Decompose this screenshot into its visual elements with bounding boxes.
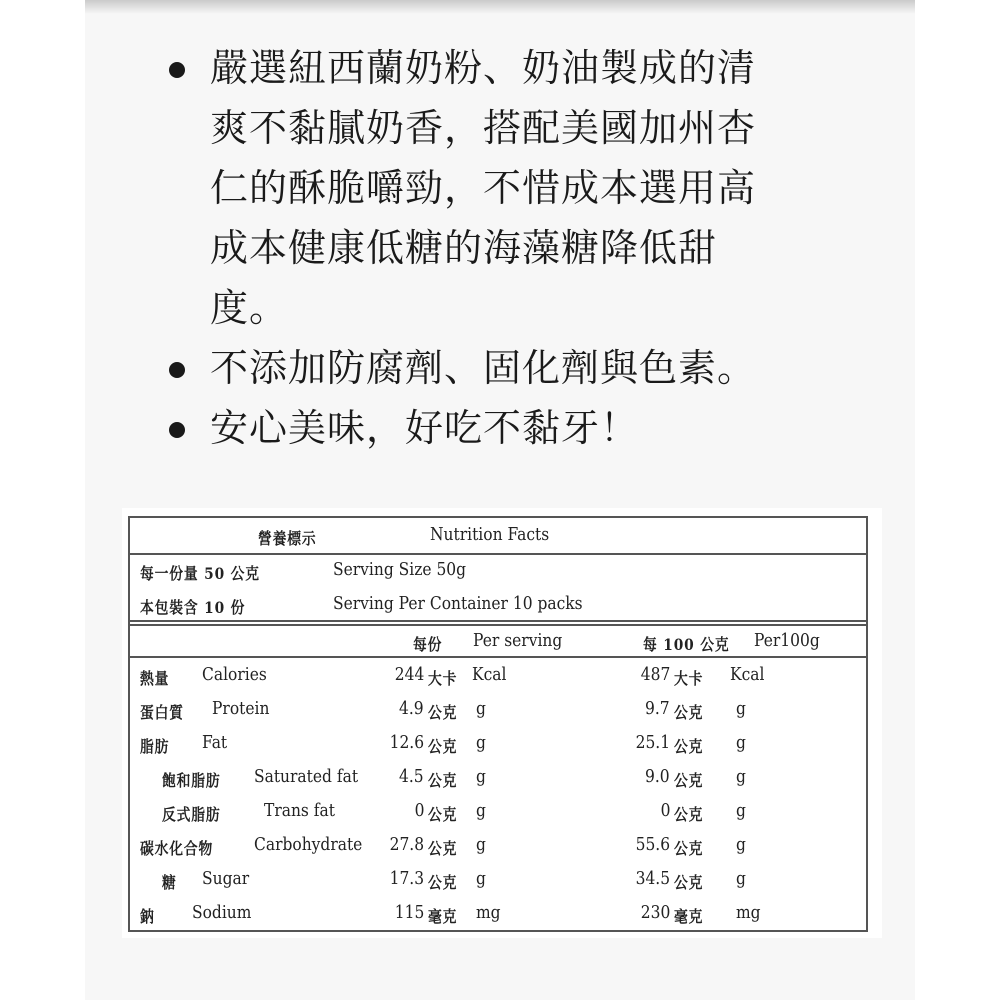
per-serving-value: 244 (394, 664, 424, 685)
servings-per-container-zh: 本包裝含 10 份 (140, 598, 246, 617)
per-serving-unit: g (476, 766, 486, 787)
per100-value: 230 (640, 902, 670, 923)
per100-value: 55.6 (635, 834, 670, 855)
per-serving-unit-zh: 毫克 (428, 907, 458, 926)
nutrition-facts-table (128, 516, 868, 932)
nutrition-title-zh: 營養標示 (258, 529, 317, 548)
per-serving-unit: g (476, 732, 486, 753)
serving-size-en: Serving Size 50g (333, 559, 467, 580)
per100-unit-zh: 大卡 (674, 669, 704, 688)
col-per-serving-en: Per serving (473, 630, 563, 651)
nutrient-name-zh: 蛋白質 (140, 703, 184, 722)
per100-unit-zh: 公克 (674, 737, 704, 756)
bullet-line: 成本健康低糖的海藻糖降低甜 (210, 226, 718, 270)
bullet-dot-icon (169, 62, 185, 78)
per-serving-unit-zh: 公克 (428, 805, 458, 824)
bullet-line: 度。 (210, 286, 289, 330)
feature-bullet (165, 38, 865, 338)
nutrient-name-en: Protein (212, 698, 270, 719)
bullet-line: 爽不黏膩奶香，搭配美國加州杏 (210, 106, 757, 150)
per-serving-unit: g (476, 800, 486, 821)
per100-unit: g (736, 732, 746, 753)
per-serving-unit: g (476, 834, 486, 855)
per-serving-unit: Kcal (472, 664, 507, 685)
per-serving-value: 27.8 (389, 834, 424, 855)
feature-bullet (165, 398, 865, 458)
per100-unit: mg (736, 902, 761, 923)
per-serving-unit: g (476, 698, 486, 719)
per100-unit: Kcal (730, 664, 765, 685)
nutrient-name-en: Sodium (192, 902, 252, 923)
per100-value: 9.7 (645, 698, 670, 719)
double-divider-top (130, 620, 866, 622)
per-serving-unit-zh: 公克 (428, 873, 458, 892)
bullet-line: 安心美味，好吃不黏牙！ (210, 406, 640, 450)
per100-unit-zh: 公克 (674, 703, 704, 722)
bullet-dot-icon (169, 362, 185, 378)
per100-unit-zh: 公克 (674, 771, 704, 790)
nutrient-name-en: Carbohydrate (254, 834, 363, 855)
bullet-line: 嚴選紐西蘭奶粉、奶油製成的清 (210, 46, 757, 90)
per-serving-unit-zh: 公克 (428, 703, 458, 722)
nutrient-name-en: Trans fat (264, 800, 335, 821)
nutrient-name-zh: 熱量 (140, 669, 170, 688)
per100-unit: g (736, 800, 746, 821)
nutrition-title-en: Nutrition Facts (430, 524, 550, 545)
per-serving-unit: mg (476, 902, 501, 923)
per-serving-value: 4.9 (399, 698, 424, 719)
per-serving-value: 17.3 (389, 868, 424, 889)
per100-unit: g (736, 868, 746, 889)
bullet-dot-icon (169, 422, 185, 438)
per100-unit-zh: 公克 (674, 805, 704, 824)
double-divider-bottom (130, 624, 866, 626)
nutrient-name-zh: 反式脂肪 (162, 805, 221, 824)
per-serving-value: 4.5 (399, 766, 424, 787)
per100-value: 487 (640, 664, 670, 685)
per100-value: 0 (660, 800, 670, 821)
per100-value: 25.1 (635, 732, 670, 753)
feature-bullet-list (165, 38, 865, 458)
per100-unit: g (736, 698, 746, 719)
per-serving-unit-zh: 大卡 (428, 669, 458, 688)
servings-per-container-en: Serving Per Container 10 packs (333, 593, 583, 614)
per-serving-value: 12.6 (389, 732, 424, 753)
nutrient-name-en: Saturated fat (254, 766, 359, 787)
per-serving-unit-zh: 公克 (428, 737, 458, 756)
per100-unit: g (736, 834, 746, 855)
nutrient-name-en: Fat (202, 732, 228, 753)
per-serving-unit-zh: 公克 (428, 771, 458, 790)
nutrient-name-en: Sugar (202, 868, 250, 889)
per100-value: 34.5 (635, 868, 670, 889)
per100-unit: g (736, 766, 746, 787)
top-shadow (85, 0, 915, 14)
nutrient-name-zh: 碳水化合物 (140, 839, 214, 858)
per-serving-value: 115 (394, 902, 424, 923)
per-serving-unit: g (476, 868, 486, 889)
feature-bullet (165, 338, 865, 398)
divider (130, 656, 866, 658)
per100-unit-zh: 公克 (674, 839, 704, 858)
nutrient-name-zh: 脂肪 (140, 737, 170, 756)
nutrient-name-zh: 鈉 (140, 907, 155, 926)
per100-unit-zh: 毫克 (674, 907, 704, 926)
bullet-line: 不添加防腐劑、固化劑與色素。 (210, 346, 757, 390)
nutrient-name-zh: 糖 (162, 873, 177, 892)
bullet-line: 仁的酥脆嚼勁，不惜成本選用高 (210, 166, 757, 210)
per100-value: 9.0 (645, 766, 670, 787)
serving-size-zh: 每一份量 50 公克 (140, 564, 260, 583)
col-per-serving-zh: 每份 (413, 635, 443, 654)
per-serving-value: 0 (414, 800, 424, 821)
divider (130, 553, 866, 555)
nutrient-name-en: Calories (202, 664, 267, 685)
per-serving-unit-zh: 公克 (428, 839, 458, 858)
col-per100-zh: 每 100 公克 (643, 635, 730, 654)
nutrient-name-zh: 飽和脂肪 (162, 771, 221, 790)
per100-unit-zh: 公克 (674, 873, 704, 892)
col-per100-en: Per100g (754, 630, 820, 651)
